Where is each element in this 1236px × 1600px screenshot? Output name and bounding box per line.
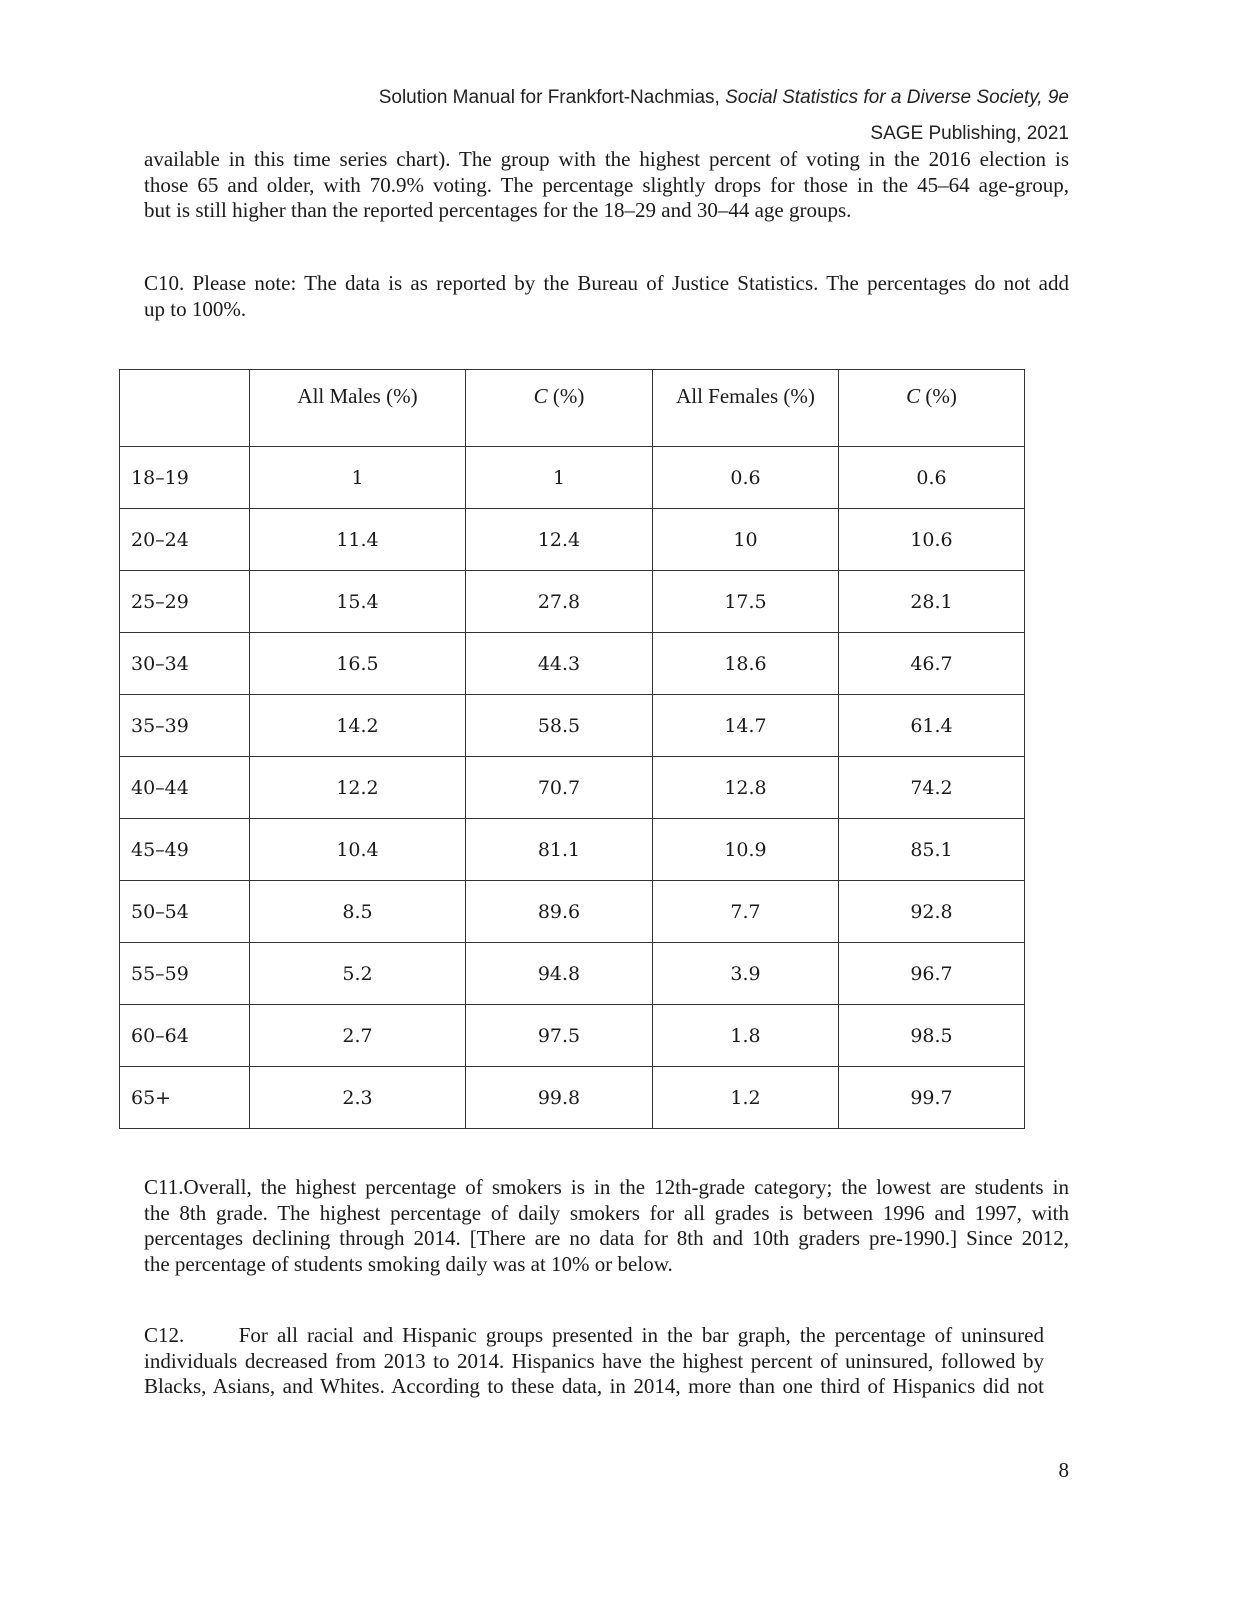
header-prefix: Solution Manual for Frankfort-Nachmias, <box>378 87 726 108</box>
cell-females-cumulative: 96.7 <box>839 943 1025 1005</box>
cell-all-males: 1 <box>250 447 466 509</box>
cell-females-cumulative: 99.7 <box>839 1067 1025 1129</box>
cell-males-cumulative: 81.1 <box>466 819 653 881</box>
cell-males-cumulative: 44.3 <box>466 633 653 695</box>
table-row <box>120 509 1025 571</box>
cell-females-cumulative: 10.6 <box>839 509 1025 571</box>
cell-all-males: 2.7 <box>250 1005 466 1067</box>
text-line: C12. For all racial and Hispanic groups presented in the bar graph, the percentage of uninsured <box>144 1323 1044 1347</box>
running-header-publisher: SAGE Publishing, 2021 <box>870 123 1069 144</box>
table-row <box>120 571 1025 633</box>
cell-all-females: 0.6 <box>653 447 839 509</box>
cell-females-cumulative: 92.8 <box>839 881 1025 943</box>
text-line: the 8th grade. The highest percentage of daily smokers for all grades is between 1996 and 1997, with <box>144 1200 1069 1225</box>
cell-all-females: 1.2 <box>653 1067 839 1129</box>
header-c-letter: C <box>533 384 548 408</box>
cell-all-males: 14.2 <box>250 695 466 757</box>
cell-females-cumulative: 61.4 <box>839 695 1025 757</box>
table-row <box>120 819 1025 881</box>
cell-males-cumulative: 89.6 <box>466 881 653 943</box>
cell-age-group: 30–34 <box>120 633 250 695</box>
cell-all-females: 18.6 <box>653 633 839 695</box>
header-all-females: All Females (%) <box>653 370 839 447</box>
header-all-males: All Males (%) <box>250 370 466 447</box>
cell-all-females: 10.9 <box>653 819 839 881</box>
cell-age-group: 40–44 <box>120 757 250 819</box>
cell-all-females: 17.5 <box>653 571 839 633</box>
table-row <box>120 881 1025 943</box>
text-line: C10. Please note: The data is as reported by the Bureau of Justice Statistics. The percentages do not add <box>144 271 1069 295</box>
cell-females-cumulative: 28.1 <box>839 571 1025 633</box>
cell-females-cumulative: 46.7 <box>839 633 1025 695</box>
cell-age-group: 55–59 <box>120 943 250 1005</box>
table-header-row <box>120 370 1025 447</box>
cell-all-females: 7.7 <box>653 881 839 943</box>
cell-females-cumulative: 85.1 <box>839 819 1025 881</box>
table-row <box>120 1067 1025 1129</box>
header-c-suffix: (%) <box>920 384 957 408</box>
cell-all-females: 3.9 <box>653 943 839 1005</box>
text-line: percentages declining through 2014. [There are no data for 8th and 10th graders pre-1990.] Since 2012, <box>144 1226 1069 1250</box>
header-book-title: Social Statistics for a Diverse Society, 9e <box>725 87 1069 108</box>
table-row <box>120 447 1025 509</box>
table-row <box>120 695 1025 757</box>
cell-all-males: 5.2 <box>250 943 466 1005</box>
page-number: 8 <box>1058 1458 1069 1482</box>
table-row <box>120 943 1025 1005</box>
cell-females-cumulative: 74.2 <box>839 757 1025 819</box>
table-row <box>120 757 1025 819</box>
text-line: individuals decreased from 2013 to 2014. Hispanics have the highest percent of uninsured, followed by <box>144 1348 1044 1373</box>
paragraph-c12 <box>144 1323 1044 1400</box>
table-row <box>120 633 1025 695</box>
cell-all-males: 11.4 <box>250 509 466 571</box>
table-row <box>120 1005 1025 1067</box>
age-distribution-table <box>119 369 1025 1129</box>
cell-all-females: 12.8 <box>653 757 839 819</box>
text-line: available in this time series chart). The group with the highest percent of voting in the 2016 election is <box>144 147 1069 171</box>
text-line: those 65 and older, with 70.9% voting. The percentage slightly drops for those in the 45–64 age-group, <box>144 172 1069 197</box>
running-header-title <box>379 87 1069 109</box>
cell-males-cumulative: 58.5 <box>466 695 653 757</box>
cell-all-males: 12.2 <box>250 757 466 819</box>
text-line: up to 100%. <box>144 296 247 321</box>
header-c-suffix: (%) <box>547 384 585 408</box>
cell-males-cumulative: 1 <box>466 447 653 509</box>
cell-all-females: 1.8 <box>653 1005 839 1067</box>
header-females-cumulative <box>839 370 1025 447</box>
cell-age-group: 60–64 <box>120 1005 250 1067</box>
header-blank <box>120 370 250 447</box>
cell-males-cumulative: 12.4 <box>466 509 653 571</box>
paragraph-c10 <box>144 271 1069 322</box>
text-line: C11.Overall, the highest percentage of smokers is in the 12th-grade category; the lowest are students in <box>144 1175 1069 1199</box>
cell-all-males: 2.3 <box>250 1067 466 1129</box>
cell-age-group: 25–29 <box>120 571 250 633</box>
text-line: but is still higher than the reported percentages for the 18–29 and 30–44 age groups. <box>144 198 852 222</box>
header-c-letter: C <box>906 384 921 408</box>
cell-all-males: 15.4 <box>250 571 466 633</box>
cell-age-group: 45–49 <box>120 819 250 881</box>
cell-males-cumulative: 27.8 <box>466 571 653 633</box>
cell-all-males: 8.5 <box>250 881 466 943</box>
cell-age-group: 20–24 <box>120 509 250 571</box>
cell-males-cumulative: 70.7 <box>466 757 653 819</box>
cell-all-females: 14.7 <box>653 695 839 757</box>
cell-age-group: 35–39 <box>120 695 250 757</box>
cell-males-cumulative: 94.8 <box>466 943 653 1005</box>
cell-all-males: 16.5 <box>250 633 466 695</box>
text-line: Blacks, Asians, and Whites. According to these data, in 2014, more than one third of Hispanics did not <box>144 1374 1044 1398</box>
cell-age-group: 18–19 <box>120 447 250 509</box>
cell-females-cumulative: 98.5 <box>839 1005 1025 1067</box>
cell-males-cumulative: 97.5 <box>466 1005 653 1067</box>
cell-all-males: 10.4 <box>250 819 466 881</box>
cell-females-cumulative: 0.6 <box>839 447 1025 509</box>
cell-age-group: 50–54 <box>120 881 250 943</box>
paragraph-continuation <box>144 147 1069 224</box>
cell-males-cumulative: 99.8 <box>466 1067 653 1129</box>
paragraph-c11 <box>144 1175 1069 1277</box>
cell-age-group: 65+ <box>120 1067 250 1129</box>
text-line: the percentage of students smoking daily was at 10% or below. <box>144 1251 673 1276</box>
header-males-cumulative <box>466 370 653 447</box>
cell-all-females: 10 <box>653 509 839 571</box>
